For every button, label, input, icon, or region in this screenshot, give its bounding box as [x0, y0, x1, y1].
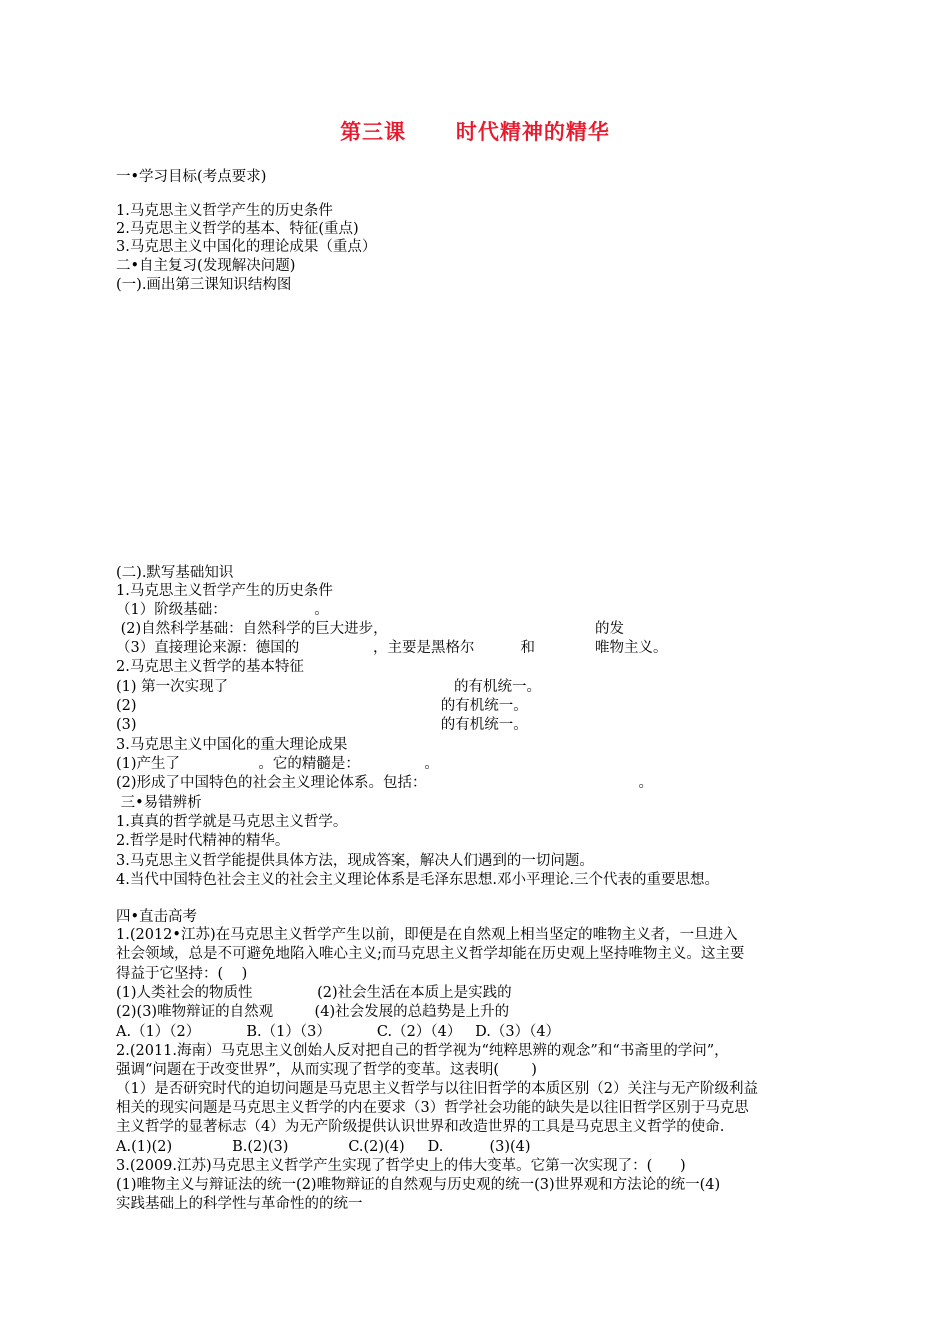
- section-3-heading: 三•易错辨析: [116, 795, 202, 811]
- exam-q1-line-2: 社会领域，总是不可避免地陷入唯心主义;而马克思主义哲学却能在历史观上坚持唯物主义。这主要: [116, 946, 745, 962]
- question-3-a: (1)产生了 。它的精髓是： 。: [116, 756, 439, 772]
- exam-q3-line-2: (1)唯物主义与辩证法的统一(2)唯物辩证的自然观与历史观的统一(3)世界观和方法论的统一(4): [116, 1177, 721, 1193]
- question-1-a: （1）阶级基础： 。: [116, 602, 329, 618]
- exam-q1-option-line-1: (1)人类社会的物质性 (2)社会生活在本质上是实践的: [116, 985, 512, 1001]
- exam-q2-line-2: 强调“问题在于改变世界”，从而实现了哲学的变革。这表明( ): [116, 1062, 537, 1078]
- question-2-c: (3) 的有机统一。: [116, 717, 528, 733]
- question-1-c: （3）直接理论来源：德国的 ，主要是黑格尔 和 唯物主义。: [116, 640, 668, 656]
- exam-q1-line-3: 得益于它坚持：( ): [116, 966, 248, 982]
- goal-item-3: 3.马克思主义中国化的理论成果（重点）: [116, 239, 377, 255]
- exam-q1-line-1: 1.(2012•江苏)在马克思主义哲学产生以前，即便是在自然观上相当坚定的唯物主义者，一旦进入: [116, 927, 738, 943]
- question-2-heading: 2.马克思主义哲学的基本特征: [116, 659, 304, 675]
- section-4-heading: 四•直击高考: [116, 909, 198, 925]
- section-1-heading: 一•学习目标(考点要求): [116, 169, 267, 185]
- exam-q2-line-1: 2.(2011.海南）马克思主义创始人反对把自己的哲学视为“纯粹思辨的观念”和“书斋里的学问”，: [116, 1043, 729, 1059]
- exam-q2-line-3: （1）是否研究时代的迫切问题是马克思主义哲学与以往旧哲学的本质区别（2）关注与无产阶级利益: [116, 1081, 758, 1097]
- exam-q3-line-3: 实践基础上的科学性与革命性的的统一: [116, 1196, 363, 1212]
- page-title: 第三课 时代精神的精华: [340, 120, 610, 144]
- exam-q2-line-4: 相关的现实问题是马克思主义哲学的内在要求（3）哲学社会功能的缺失是以往旧哲学区别于马克思: [116, 1100, 749, 1116]
- error-item-1: 1.真真的哲学就是马克思主义哲学。: [116, 814, 348, 830]
- exam-q2-answers: A.(1)(2) B.(2)(3) C.(2)(4) D. (3)(4): [116, 1139, 531, 1155]
- question-2-b: (2) 的有机统一。: [116, 698, 528, 714]
- goal-item-1: 1.马克思主义哲学产生的历史条件: [116, 203, 333, 219]
- exam-q1-answers: A.（1）（2） B.（1）（3） C.（2）（4） D.（3）（4）: [116, 1024, 561, 1040]
- goal-item-2: 2.马克思主义哲学的基本、特征(重点): [116, 221, 359, 237]
- question-3-b: (2)形成了中国特色的社会主义理论体系。包括： 。: [116, 775, 654, 791]
- question-1-heading: 1.马克思主义哲学产生的历史条件: [116, 583, 333, 599]
- error-item-3: 3.马克思主义哲学能提供具体方法，现成答案，解决人们遇到的一切问题。: [116, 853, 594, 869]
- error-item-4: 4.当代中国特色社会主义的社会主义理论体系是毛泽东思想.邓小平理论.三个代表的重要思想。: [116, 872, 720, 888]
- section-2-part-2: (二).默写基础知识: [116, 565, 234, 581]
- exam-q3-line-1: 3.(2009.江苏)马克思主义哲学产生实现了哲学史上的伟大变革。它第一次实现了：( ): [116, 1158, 686, 1174]
- question-1-b: (2)自然科学基础：自然科学的巨大进步， 的发: [116, 621, 625, 637]
- question-3-heading: 3.马克思主义中国化的重大理论成果: [116, 737, 348, 753]
- error-item-2: 2.哲学是时代精神的精华。: [116, 833, 290, 849]
- section-2-heading: 二•自主复习(发现解决问题): [116, 258, 296, 274]
- section-2-part-1: (一).画出第三课知识结构图: [116, 277, 292, 293]
- exam-q2-line-5: 主义哲学的显著标志（4）为无产阶级提供认识世界和改造世界的工具是马克思主义哲学的使命.: [116, 1119, 725, 1135]
- exam-q1-option-line-2: (2)(3)唯物辩证的自然观 (4)社会发展的总趋势是上升的: [116, 1004, 510, 1020]
- question-2-a: (1) 第一次实现了 的有机统一。: [116, 679, 541, 695]
